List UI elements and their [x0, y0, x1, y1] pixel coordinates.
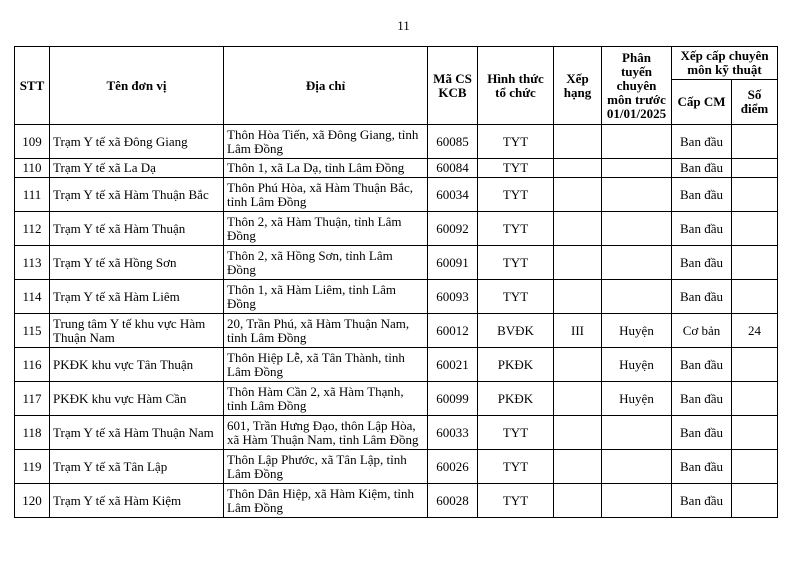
table-row: [15, 416, 778, 450]
cell-stt: 116: [15, 348, 50, 382]
cell-rank: [554, 450, 602, 484]
cell-rank: [554, 246, 602, 280]
table-row: [15, 484, 778, 518]
cell-level: Ban đầu: [672, 212, 732, 246]
table-row: [15, 159, 778, 178]
cell-rank: [554, 348, 602, 382]
cell-stt: 110: [15, 159, 50, 178]
header-stt: STT: [15, 47, 50, 125]
cell-name: Trạm Y tế xã Hàm Thuận Bắc: [50, 178, 224, 212]
cell-tier: [602, 484, 672, 518]
cell-tier: [602, 246, 672, 280]
cell-score: [732, 246, 778, 280]
cell-level: Ban đầu: [672, 348, 732, 382]
cell-form: BVĐK: [478, 314, 554, 348]
cell-tier: [602, 450, 672, 484]
table-row: [15, 246, 778, 280]
cell-address: Thôn Lập Phước, xã Tân Lập, tỉnh Lâm Đồng: [224, 450, 428, 484]
cell-level: Ban đầu: [672, 246, 732, 280]
cell-rank: [554, 280, 602, 314]
cell-score: [732, 212, 778, 246]
table-row: [15, 348, 778, 382]
cell-address: Thôn Hòa Tiến, xã Đông Giang, tỉnh Lâm Đồng: [224, 125, 428, 159]
cell-code: 60026: [428, 450, 478, 484]
cell-form: TYT: [478, 280, 554, 314]
table-row: [15, 314, 778, 348]
cell-address: Thôn Phú Hòa, xã Hàm Thuận Bắc, tỉnh Lâm Đồng: [224, 178, 428, 212]
cell-tier: [602, 159, 672, 178]
cell-address: Thôn Hiệp Lễ, xã Tân Thành, tỉnh Lâm Đồng: [224, 348, 428, 382]
cell-stt: 114: [15, 280, 50, 314]
cell-tier: [602, 125, 672, 159]
cell-score: [732, 159, 778, 178]
cell-name: Trung tâm Y tế khu vực Hàm Thuận Nam: [50, 314, 224, 348]
cell-address: 20, Trần Phú, xã Hàm Thuận Nam, tỉnh Lâm Đồng: [224, 314, 428, 348]
cell-address: Thôn 1, xã Hàm Liêm, tỉnh Lâm Đồng: [224, 280, 428, 314]
cell-address: Thôn 2, xã Hàm Thuận, tỉnh Lâm Đồng: [224, 212, 428, 246]
cell-code: 60084: [428, 159, 478, 178]
cell-stt: 113: [15, 246, 50, 280]
cell-name: Trạm Y tế xã Đông Giang: [50, 125, 224, 159]
cell-tier: [602, 212, 672, 246]
cell-name: Trạm Y tế xã Hồng Sơn: [50, 246, 224, 280]
cell-code: 60028: [428, 484, 478, 518]
cell-score: [732, 484, 778, 518]
cell-address: Thôn 1, xã La Dạ, tỉnh Lâm Đồng: [224, 159, 428, 178]
table-row: [15, 178, 778, 212]
page-number: 11: [397, 18, 410, 33]
cell-tier: [602, 178, 672, 212]
cell-name: PKĐK khu vực Tân Thuận: [50, 348, 224, 382]
cell-name: Trạm Y tế xã Tân Lập: [50, 450, 224, 484]
cell-name: Trạm Y tế xã Hàm Thuận Nam: [50, 416, 224, 450]
header-name: Tên đơn vị: [50, 47, 224, 125]
cell-rank: [554, 125, 602, 159]
cell-level: Cơ bản: [672, 314, 732, 348]
cell-stt: 115: [15, 314, 50, 348]
cell-name: Trạm Y tế xã Hàm Thuận: [50, 212, 224, 246]
cell-stt: 117: [15, 382, 50, 416]
cell-level: Ban đầu: [672, 416, 732, 450]
cell-address: Thôn 2, xã Hồng Sơn, tỉnh Lâm Đồng: [224, 246, 428, 280]
cell-form: TYT: [478, 450, 554, 484]
cell-rank: [554, 416, 602, 450]
cell-form: PKĐK: [478, 382, 554, 416]
cell-stt: 119: [15, 450, 50, 484]
cell-rank: [554, 382, 602, 416]
cell-code: 60012: [428, 314, 478, 348]
cell-level: Ban đầu: [672, 450, 732, 484]
cell-rank: [554, 159, 602, 178]
cell-stt: 118: [15, 416, 50, 450]
cell-tier: [602, 416, 672, 450]
cell-level: Ban đầu: [672, 159, 732, 178]
cell-code: 60093: [428, 280, 478, 314]
cell-code: 60099: [428, 382, 478, 416]
cell-form: TYT: [478, 416, 554, 450]
cell-score: [732, 125, 778, 159]
header-classification: Xếp cấp chuyên môn kỹ thuật: [672, 47, 778, 80]
cell-tier: [602, 280, 672, 314]
table-row: [15, 450, 778, 484]
cell-name: Trạm Y tế xã La Dạ: [50, 159, 224, 178]
table-body: [15, 125, 778, 518]
cell-stt: 112: [15, 212, 50, 246]
cell-level: Ban đầu: [672, 382, 732, 416]
table-row: [15, 382, 778, 416]
cell-name: Trạm Y tế xã Hàm Kiệm: [50, 484, 224, 518]
cell-code: 60021: [428, 348, 478, 382]
cell-level: Ban đầu: [672, 125, 732, 159]
cell-form: TYT: [478, 246, 554, 280]
cell-address: Thôn Hàm Cần 2, xã Hàm Thạnh, tỉnh Lâm Đồng: [224, 382, 428, 416]
header-form: Hình thức tổ chức: [478, 47, 554, 125]
cell-score: [732, 280, 778, 314]
cell-code: 60091: [428, 246, 478, 280]
cell-score: 24: [732, 314, 778, 348]
header-tier: Phân tuyến chuyên môn trước 01/01/2025: [602, 47, 672, 125]
cell-form: PKĐK: [478, 348, 554, 382]
table-row: [15, 280, 778, 314]
cell-code: 60033: [428, 416, 478, 450]
cell-code: 60085: [428, 125, 478, 159]
cell-address: 601, Trần Hưng Đạo, thôn Lập Hòa, xã Hàm Thuận Nam, tỉnh Lâm Đồng: [224, 416, 428, 450]
header-address: Địa chỉ: [224, 47, 428, 125]
cell-code: 60092: [428, 212, 478, 246]
cell-name: PKĐK khu vực Hàm Cần: [50, 382, 224, 416]
header-rank: Xếp hạng: [554, 47, 602, 125]
cell-level: Ban đầu: [672, 484, 732, 518]
cell-stt: 109: [15, 125, 50, 159]
cell-form: TYT: [478, 484, 554, 518]
cell-rank: III: [554, 314, 602, 348]
cell-code: 60034: [428, 178, 478, 212]
cell-tier: Huyện: [602, 314, 672, 348]
cell-form: TYT: [478, 159, 554, 178]
cell-rank: [554, 212, 602, 246]
cell-score: [732, 348, 778, 382]
header-score: Số điểm: [732, 80, 778, 125]
cell-form: TYT: [478, 125, 554, 159]
cell-score: [732, 178, 778, 212]
table-row: [15, 125, 778, 159]
cell-form: TYT: [478, 178, 554, 212]
cell-tier: Huyện: [602, 382, 672, 416]
cell-tier: Huyện: [602, 348, 672, 382]
cell-level: Ban đầu: [672, 280, 732, 314]
cell-rank: [554, 178, 602, 212]
cell-score: [732, 382, 778, 416]
cell-form: TYT: [478, 212, 554, 246]
cell-level: Ban đầu: [672, 178, 732, 212]
table-row: [15, 212, 778, 246]
cell-score: [732, 450, 778, 484]
cell-rank: [554, 484, 602, 518]
cell-name: Trạm Y tế xã Hàm Liêm: [50, 280, 224, 314]
cell-address: Thôn Dân Hiệp, xã Hàm Kiệm, tỉnh Lâm Đồng: [224, 484, 428, 518]
cell-stt: 120: [15, 484, 50, 518]
facility-table: [14, 46, 778, 518]
cell-score: [732, 416, 778, 450]
cell-stt: 111: [15, 178, 50, 212]
header-level: Cấp CM: [672, 80, 732, 125]
header-code: Mã CS KCB: [428, 47, 478, 125]
